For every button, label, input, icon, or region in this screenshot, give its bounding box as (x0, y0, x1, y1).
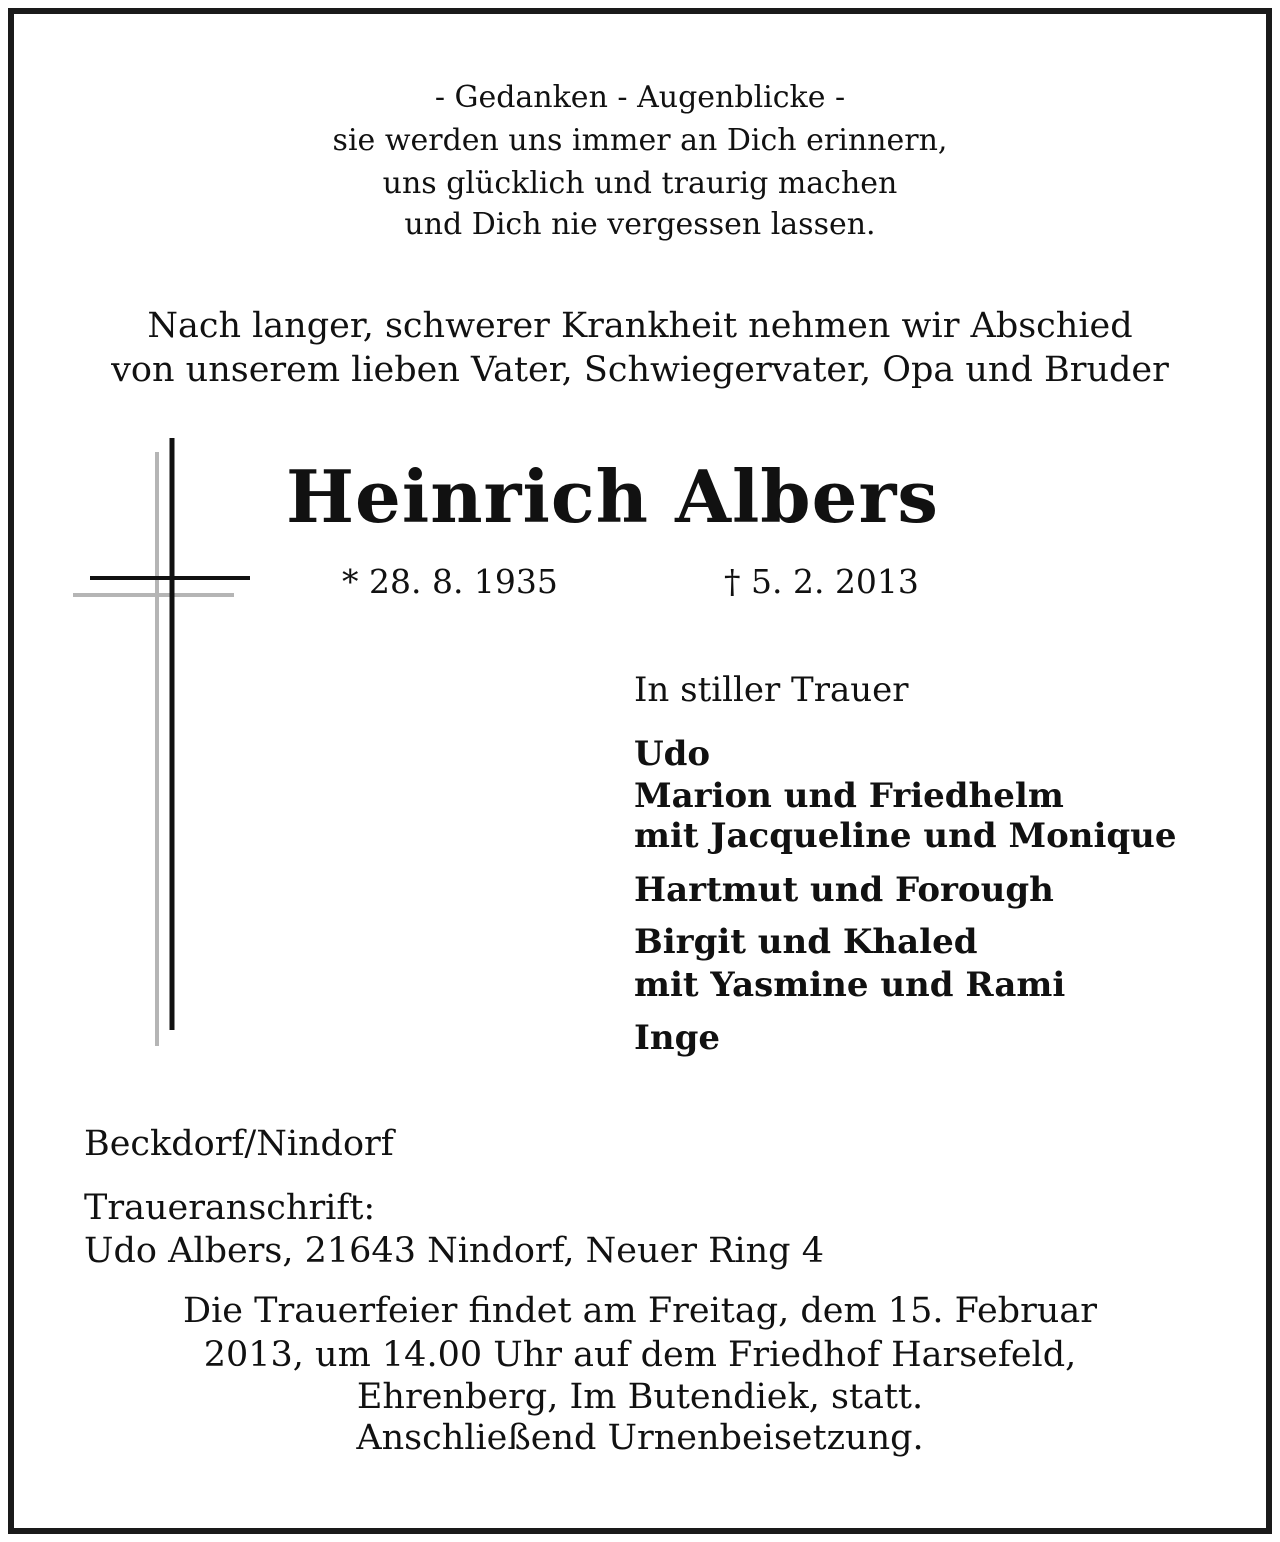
mourners-heading: In stiller Trauer (634, 670, 909, 710)
service-line-2: 2013, um 14.00 Uhr auf dem Friedhof Harsefeld, (203, 1335, 1077, 1375)
poem-line-4: und Dich nie vergessen lassen. (404, 207, 876, 242)
intro-line-1: Nach langer, schwerer Krankheit nehmen wir Abschied (147, 306, 1133, 346)
service-line-4: Anschließend Urnenbeisetzung. (356, 1418, 924, 1458)
cross-icon (60, 430, 270, 1060)
mourner-name: Hartmut und Forough (634, 870, 1054, 910)
service-line-3: Ehrenberg, Im Butendiek, statt. (356, 1377, 924, 1417)
intro-line-2: von unserem lieben Vater, Schwiegervater, Opa und Bruder (111, 350, 1169, 390)
birth-date: * 28. 8. 1935 (342, 562, 558, 601)
mourner-name: mit Yasmine und Rami (634, 965, 1066, 1005)
mourner-name: Marion und Friedhelm (634, 776, 1064, 816)
mourner-name: Inge (634, 1018, 721, 1058)
place: Beckdorf/Nindorf (84, 1124, 394, 1164)
service-line-1: Die Trauerfeier findet am Freitag, dem 15. Februar (183, 1291, 1097, 1331)
death-date: † 5. 2. 2013 (724, 562, 919, 601)
poem-line-2: sie werden uns immer an Dich erinnern, (332, 123, 948, 158)
deceased-name: Heinrich Albers (286, 454, 939, 539)
mourner-name: Udo (634, 734, 711, 774)
poem-line-3: uns glücklich und traurig machen (382, 166, 898, 201)
mourner-name: mit Jacqueline und Monique (634, 816, 1177, 856)
address-value: Udo Albers, 21643 Nindorf, Neuer Ring 4 (84, 1231, 824, 1271)
mourner-name: Birgit und Khaled (634, 922, 978, 962)
address-label: Traueranschrift: (84, 1188, 376, 1228)
poem-line-1: - Gedanken - Augenblicke - (434, 80, 846, 115)
